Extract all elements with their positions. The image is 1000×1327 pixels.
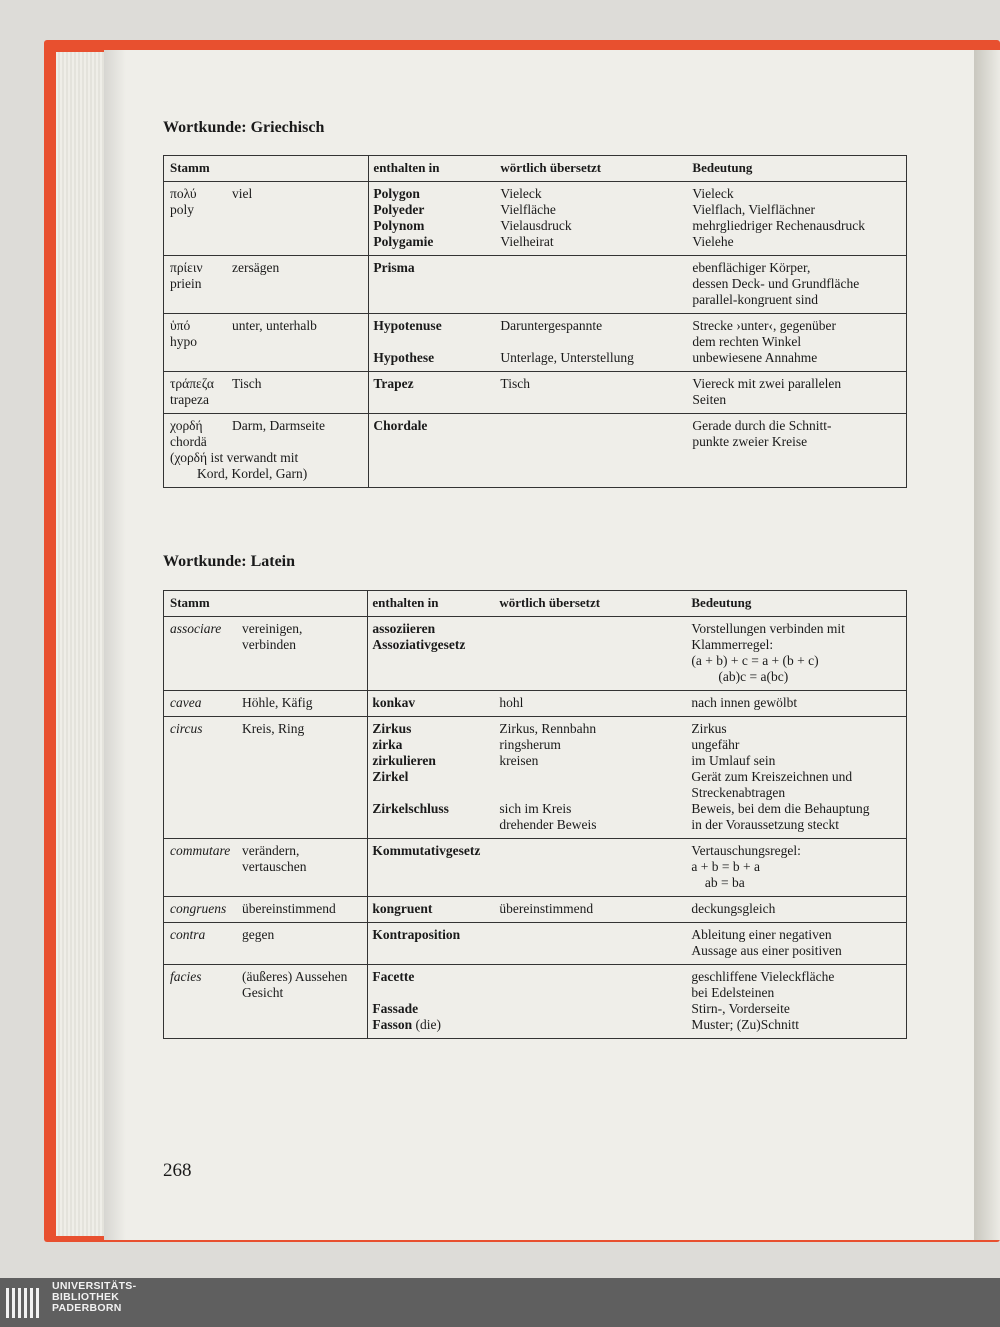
woertlich-cell: hohl <box>499 695 524 710</box>
stem-greek: πολύ <box>170 186 197 201</box>
rest-cell <box>368 691 907 717</box>
stem-meaning: übereinstimmend <box>242 901 336 916</box>
table-row <box>164 617 907 691</box>
bedeutung-cell: deckungsgleich <box>691 901 776 916</box>
woertlich-cell <box>499 621 691 685</box>
enthalten-cell: Trapez <box>373 376 414 391</box>
bedeutung-cell: Gerade durch die Schnitt- punkte zweier Kreise <box>692 418 832 449</box>
table-row <box>164 897 907 923</box>
stem-greek: πρίειν <box>170 260 203 275</box>
stem-meaning: zersägen <box>232 260 280 275</box>
woertlich-cell <box>500 418 692 450</box>
table-header-row <box>164 591 907 617</box>
stem-meaning: Tisch <box>232 376 262 391</box>
rest-cell <box>368 839 907 897</box>
stem-cell <box>164 691 368 717</box>
rest-cell <box>368 897 907 923</box>
rest-cell <box>369 372 907 414</box>
rest-cell <box>368 717 907 839</box>
stem-meaning: unter, unterhalb <box>232 318 317 333</box>
stem-cell <box>164 182 369 256</box>
library-logo-icon <box>6 1284 42 1320</box>
stem-meaning: gegen <box>242 927 275 942</box>
stem-cell <box>164 839 368 897</box>
rest-cell <box>368 617 907 691</box>
header-bedeutung: Bedeutung <box>691 595 752 610</box>
header-enthalten: enthalten in <box>372 595 439 610</box>
table-row <box>164 182 907 256</box>
bedeutung-cell: Zirkus ungefähr im Umlauf sein Gerät zum Kreiszeichnen und Streckenabtragen Beweis, bei dem die Behauptung in der Voraussetzung steckt <box>691 721 870 832</box>
stem-meaning: Darm, Darmseite <box>232 418 325 433</box>
stem-cell <box>164 314 369 372</box>
bedeutung-cell: Vieleck Vielflach, Vielflächner mehrgliedriger Rechenausdruck Vielehe <box>692 186 865 249</box>
rest-cell <box>369 414 907 488</box>
enthalten-cell: konkav <box>372 695 416 710</box>
latin-table <box>163 590 907 1039</box>
stem-latin: facies <box>170 969 202 984</box>
greek-section-title: Wortkunde: Griechisch <box>163 119 325 136</box>
enthalten-cell: Polygon Polyeder Polynom Polygamie <box>373 186 434 249</box>
enthalten-cell: Chordale <box>373 418 428 433</box>
stem-latin: associare <box>170 621 222 636</box>
woertlich-cell: Daruntergespannte Unterlage, Unterstellung <box>500 318 634 365</box>
stem-latin: commutare <box>170 843 231 858</box>
woertlich-cell: übereinstimmend <box>499 901 594 916</box>
header-stamm: Stamm <box>164 156 369 182</box>
stem-cell <box>164 897 368 923</box>
table-row <box>164 923 907 965</box>
woertlich-cell <box>500 260 692 308</box>
table-row <box>164 691 907 717</box>
rest-cell <box>369 314 907 372</box>
enthalten-cell: Zirkus zirka zirkulieren Zirkel Zirkelschluss <box>372 721 449 816</box>
woertlich-cell: Zirkus, Rennbahn ringsherum kreisen sich im Kreis drehender Beweis <box>499 721 597 832</box>
enthalten-cell: assoziieren Assoziativgesetz <box>372 621 466 652</box>
page-gutter-shadow <box>104 50 126 1240</box>
woertlich-cell <box>499 927 691 959</box>
rest-cell <box>368 965 907 1039</box>
bedeutung-cell: Viereck mit zwei parallelen Seiten <box>692 376 842 407</box>
bedeutung-cell: ebenflächiger Körper, dessen Deck- und Grundfläche parallel-kongruent sind <box>692 260 860 307</box>
woertlich-cell <box>499 843 691 891</box>
stem-meaning: viel <box>232 186 253 201</box>
rest-cell <box>368 923 907 965</box>
stem-cell <box>164 372 369 414</box>
table-row <box>164 717 907 839</box>
header-woertlich: wörtlich übersetzt <box>499 595 601 610</box>
bedeutung-cell: geschliffene Vieleckfläche bei Edelsteinen Stirn-, Vorderseite Muster; (Zu)Schnitt <box>691 969 835 1032</box>
stem-latin: congruens <box>170 901 227 916</box>
bedeutung-cell: Vorstellungen verbinden mit Klammerregel: (a + b) + c = a + (b + c) (ab)c = a(bc) <box>691 621 845 684</box>
enthalten-cell: Facette Fassade Fasson (die) <box>372 969 441 1032</box>
stem-cell <box>164 965 368 1039</box>
table-row <box>164 372 907 414</box>
table-header-row <box>164 156 907 182</box>
enthalten-cell: Prisma <box>373 260 415 275</box>
bedeutung-cell: Ableitung einer negativen Aussage aus einer positiven <box>691 927 842 958</box>
stem-greek: ὑπό <box>170 318 191 333</box>
facing-page-edge <box>974 50 1000 1240</box>
stem-transliteration: priein <box>170 276 202 291</box>
table-row <box>164 414 907 488</box>
enthalten-cell: Kontraposition <box>372 927 461 942</box>
bedeutung-cell: Strecke ›unter‹, gegenüber dem rechten Winkel unbewiesene Annahme <box>692 318 836 365</box>
page-number: 268 <box>163 1160 192 1181</box>
stem-greek: χορδή <box>170 418 203 433</box>
enthalten-cell: kongruent <box>372 901 433 916</box>
library-name: UNIVERSITÄTS- BIBLIOTHEK PADERBORN <box>52 1280 137 1314</box>
enthalten-cell: Kommutativgesetz <box>372 843 481 858</box>
bedeutung-cell: nach innen gewölbt <box>691 695 798 710</box>
greek-table <box>163 155 907 488</box>
woertlich-cell: Tisch <box>500 376 530 391</box>
stem-cell <box>164 923 368 965</box>
stem-cell <box>164 256 369 314</box>
enthalten-cell: Hypotenuse Hypothese <box>373 318 442 365</box>
table-row <box>164 839 907 897</box>
stem-meaning: Höhle, Käfig <box>242 695 313 710</box>
stem-meaning: verändern, vertauschen <box>242 843 307 874</box>
stem-greek: τράπεζα <box>170 376 214 391</box>
stem-transliteration: poly <box>170 202 195 217</box>
stem-latin: cavea <box>170 695 202 710</box>
stem-cell <box>164 617 368 691</box>
bedeutung-cell: Vertauschungsregel: a + b = b + a ab = ba <box>691 843 801 890</box>
stem-transliteration: trapeza <box>170 392 209 407</box>
stem-cell: χορδή Darm, Darmseite chordä (χορδή ist verwandt mit Kord, Kordel, Garn) <box>164 414 369 488</box>
header-bedeutung: Bedeutung <box>692 160 753 175</box>
table-row <box>164 965 907 1039</box>
library-footer <box>0 1278 1000 1327</box>
stem-cell <box>164 717 368 839</box>
header-woertlich: wörtlich übersetzt <box>500 160 602 175</box>
woertlich-cell: Vieleck Vielfläche Vielausdruck Vielheirat <box>500 186 572 249</box>
stem-transliteration: chordä <box>170 434 207 449</box>
rest-cell <box>369 182 907 256</box>
stem-meaning: (äußeres) Aussehen Gesicht <box>242 969 348 1000</box>
stem-latin: circus <box>170 721 203 736</box>
latin-section-title: Wortkunde: Latein <box>163 553 296 570</box>
stem-meaning: vereinigen, verbinden <box>242 621 303 652</box>
stem-meaning: Kreis, Ring <box>242 721 305 736</box>
stem-transliteration: hypo <box>170 334 197 349</box>
table-row <box>164 314 907 372</box>
header-stamm: Stamm <box>164 591 368 617</box>
page-stack-edge <box>56 52 106 1236</box>
rest-cell <box>369 256 907 314</box>
header-enthalten: enthalten in <box>373 160 440 175</box>
woertlich-cell <box>499 969 691 1033</box>
stem-latin: contra <box>170 927 206 942</box>
table-row <box>164 256 907 314</box>
